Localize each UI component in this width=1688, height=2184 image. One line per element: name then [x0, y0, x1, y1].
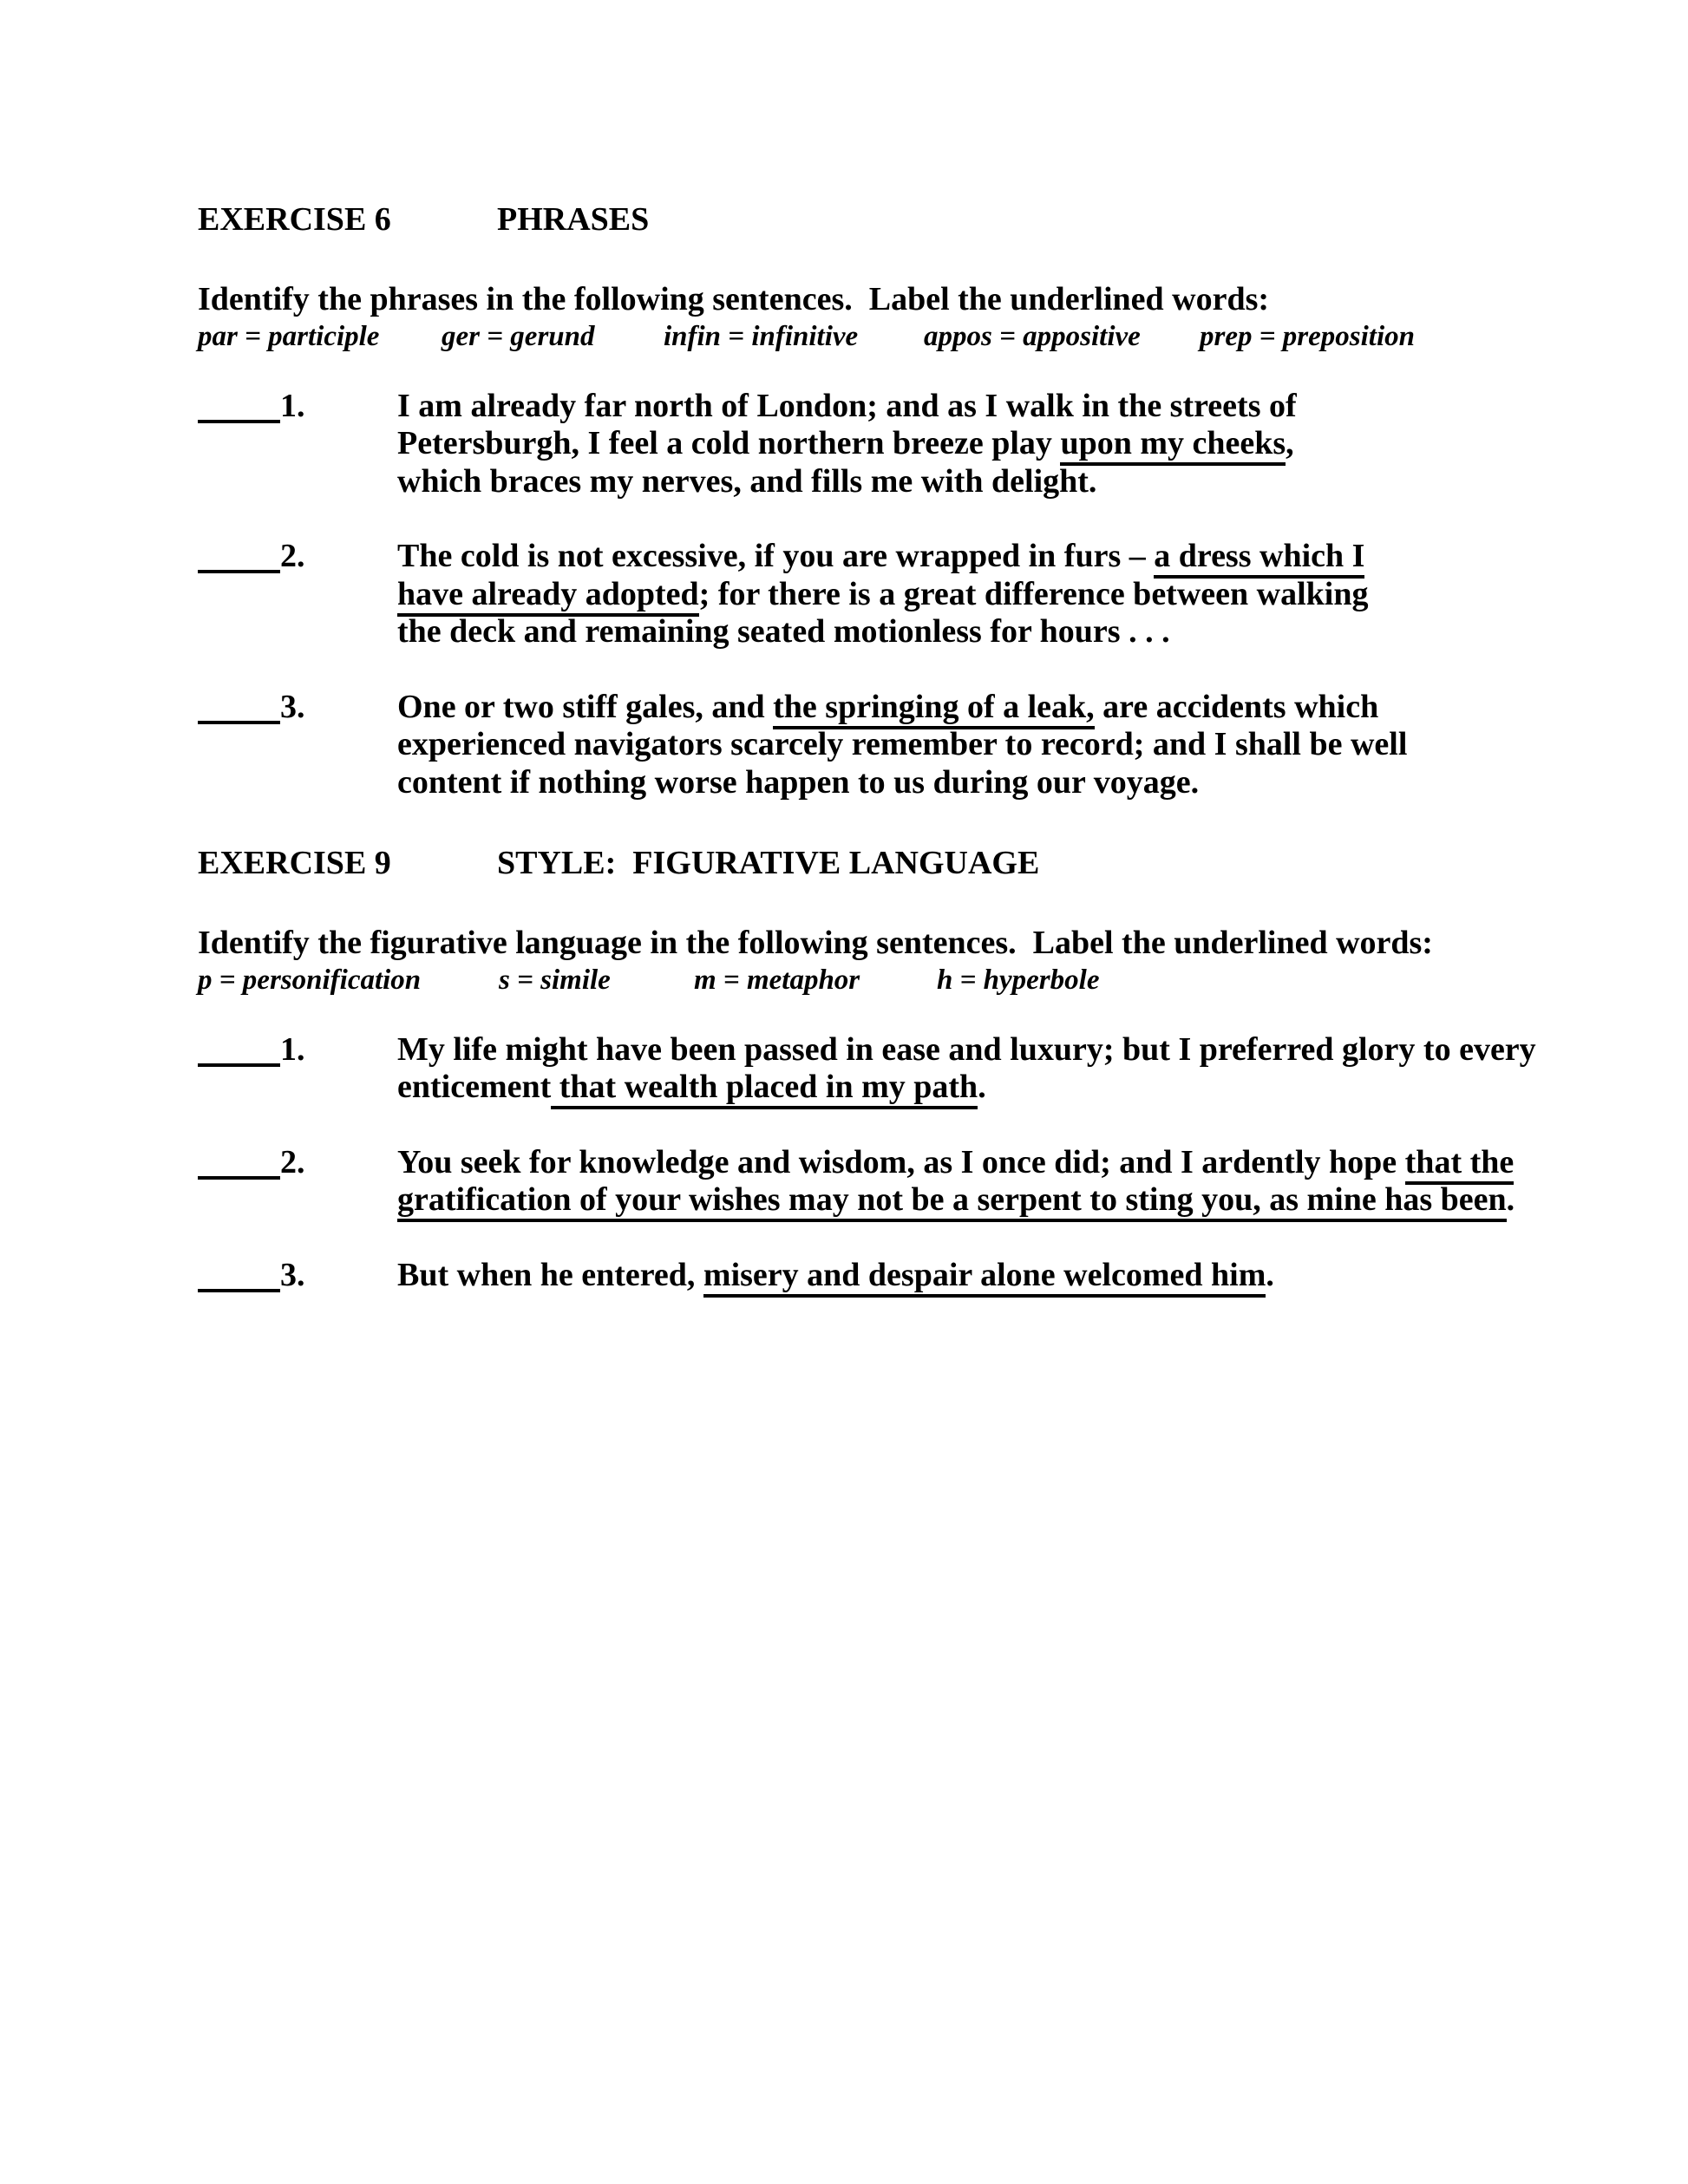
sentence-text — [397, 1144, 1515, 1220]
sentence-segment: One or two stiff gales, and — [397, 688, 774, 725]
sentence-segment: , — [1286, 425, 1294, 461]
worksheet-item — [198, 538, 1584, 651]
answer-blank — [198, 721, 280, 724]
key-term: m = metaphor — [694, 964, 860, 996]
worksheet-item — [198, 1144, 1584, 1220]
key-term: ger = gerund — [442, 321, 595, 352]
sentence-segment: I am already far north of London; and as I walk in the streets of — [397, 387, 1297, 424]
sentence-segment: . — [1266, 1256, 1274, 1293]
underlined-segment: misery and despair alone welcomed him — [703, 1257, 1266, 1298]
sentence-line — [397, 1031, 1536, 1069]
sentence-segment: . — [1506, 1181, 1515, 1218]
sentence-line — [397, 689, 1407, 727]
item-number-cell — [198, 1257, 397, 1295]
answer-blank — [198, 1289, 280, 1292]
item-number: 3. — [280, 688, 305, 725]
sentence-segment: ; for there is a great difference between walking — [698, 575, 1369, 612]
answer-blank — [198, 570, 280, 573]
sentence-text — [397, 689, 1407, 802]
key-term: prep = preposition — [1200, 321, 1415, 352]
item-number-cell — [198, 538, 397, 651]
item-number-cell — [198, 1144, 397, 1220]
exercise-title: STYLE: FIGURATIVE LANGUAGE — [497, 845, 1040, 881]
answer-blank — [198, 1176, 280, 1180]
underlined-segment: gratification of your wishes may not be a serpent to sting you, as mine has been — [397, 1181, 1507, 1222]
answer-blank — [198, 1063, 280, 1067]
worksheet-item — [198, 689, 1584, 802]
item-number: 1. — [280, 387, 305, 424]
sentence-segment: enticement — [397, 1069, 552, 1105]
underlined-segment: upon my cheeks — [1060, 425, 1286, 466]
answer-blank — [198, 420, 280, 423]
sentence-segment: are accidents which — [1094, 688, 1379, 725]
sentence-segment: experienced navigators scarcely remember to record; and I shall be well — [397, 726, 1408, 762]
exercise-label: EXERCISE 6 — [198, 201, 391, 238]
worksheet-item — [198, 388, 1584, 501]
sentence-line — [397, 576, 1368, 614]
item-number: 1. — [280, 1030, 305, 1068]
sentence-segment: But when he entered, — [397, 1256, 703, 1293]
instruction-text: Identify the phrases in the following sentences. Label the underlined words: — [198, 280, 1270, 317]
underlined-segment: have already adopted — [397, 576, 699, 617]
underlined-segment: a dress which I — [1154, 538, 1364, 579]
sentence-line — [397, 388, 1297, 426]
sentence-line — [397, 1257, 1274, 1295]
sentence-line — [397, 613, 1368, 651]
sentence-line — [397, 1069, 1536, 1107]
key-term: p = personification — [198, 964, 422, 996]
item-number-cell — [198, 388, 397, 501]
sentence-line — [397, 726, 1407, 764]
sentence-segment: . — [978, 1069, 986, 1105]
worksheet-item — [198, 1031, 1584, 1107]
underlined-segment: that wealth placed in my path — [551, 1069, 978, 1109]
sentence-text — [397, 538, 1368, 651]
key-term: appos = appositive — [924, 321, 1141, 352]
item-number: 2. — [280, 538, 305, 574]
sentence-segment: Petersburgh, I feel a cold northern breeze play — [397, 425, 1061, 461]
items-list — [198, 388, 1584, 802]
sentence-line — [397, 538, 1368, 576]
sentence-line — [397, 425, 1297, 463]
sentence-line — [397, 1144, 1515, 1182]
sentence-segment: content if nothing worse happen to us during our voyage. — [397, 763, 1200, 801]
instruction-text: Identify the figurative language in the following sentences. Label the underlined words: — [198, 924, 1433, 961]
key-term: par = participle — [198, 321, 380, 352]
abbreviation-key — [198, 962, 1584, 1000]
key-term: s = simile — [499, 964, 611, 996]
sentence-text — [397, 388, 1297, 501]
item-number: 2. — [280, 1143, 305, 1180]
item-number-cell — [198, 689, 397, 802]
underlined-segment: that the — [1405, 1144, 1515, 1185]
sentence-text — [397, 1031, 1536, 1107]
exercise-title: PHRASES — [497, 201, 650, 238]
worksheet-item — [198, 1257, 1584, 1295]
item-number: 3. — [280, 1256, 305, 1293]
sentence-segment: which braces my nerves, and fills me with delight. — [397, 462, 1097, 500]
exercise-section — [198, 201, 1584, 801]
sentence-line — [397, 1181, 1515, 1220]
sentence-segment: You seek for knowledge and wisdom, as I once did; and I ardently hope — [397, 1143, 1405, 1180]
sentence-line — [397, 463, 1297, 501]
underlined-segment: the springing of a leak, — [773, 689, 1095, 729]
item-number-cell — [198, 1031, 397, 1107]
abbreviation-key — [198, 318, 1584, 356]
sentence-text — [397, 1257, 1274, 1295]
exercise-header — [198, 201, 1584, 239]
key-term: infin = infinitive — [664, 321, 859, 352]
exercise-section — [198, 845, 1584, 1294]
sentence-segment: My life might have been passed in ease and luxury; but I preferred glory to every — [397, 1030, 1536, 1068]
exercise-header — [198, 845, 1584, 883]
sentence-segment: the deck and remaining seated motionless for hours . . . — [397, 613, 1170, 650]
exercise-label: EXERCISE 9 — [198, 845, 391, 881]
sentence-line — [397, 764, 1407, 802]
items-list — [198, 1031, 1584, 1295]
sentence-segment: The cold is not excessive, if you are wrapped in furs – — [397, 538, 1155, 574]
key-term: h = hyperbole — [937, 964, 1100, 996]
